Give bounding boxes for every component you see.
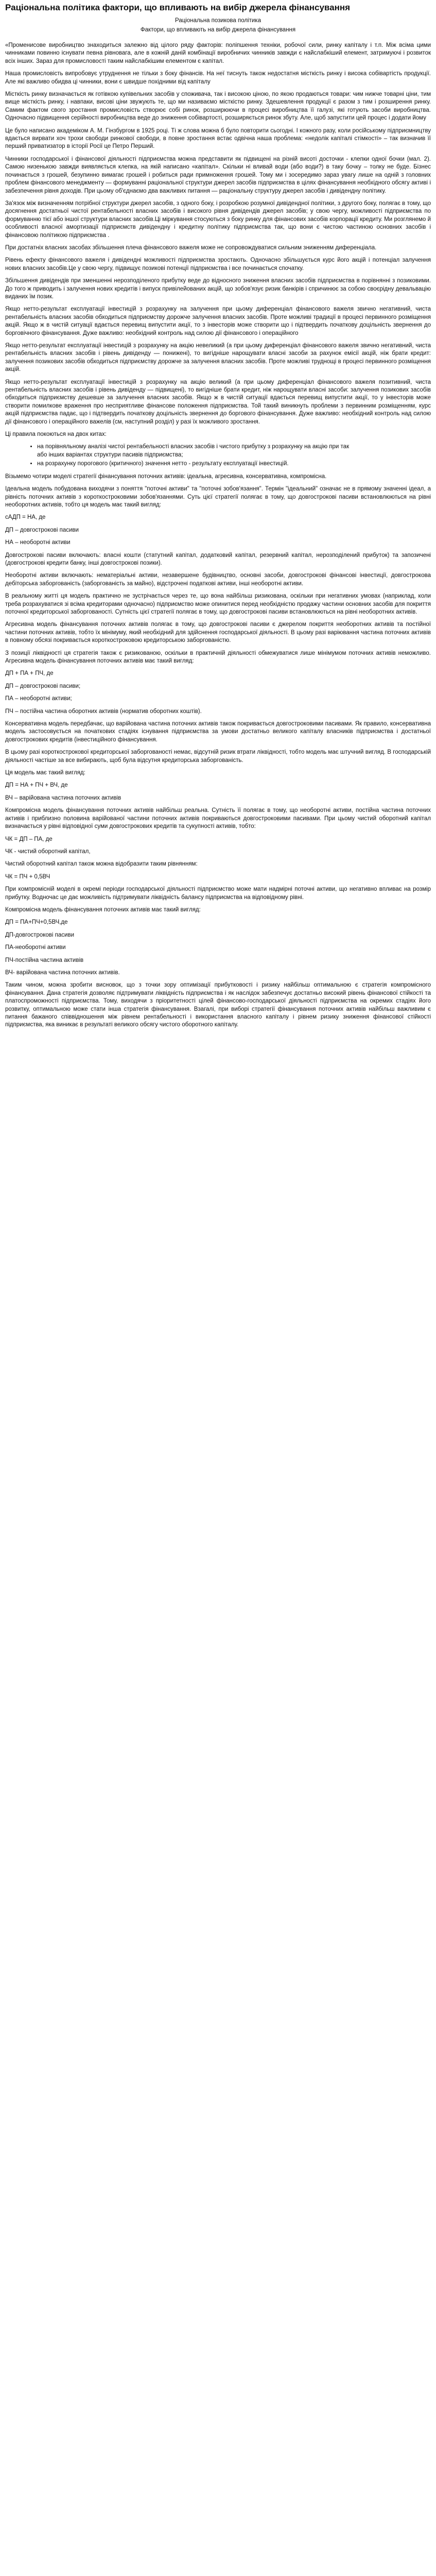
paragraph: Якщо нетто-результат експлуатації інвестицій з розрахунку на акцію великий (а при цьому диференціал фінансового важеля позитивний, чиста рентабельність власних засобів і рівень дивіденду — підвищені), то вигідніше брати кредит, ніж нарощувати власні засоби: залучення позикових засобів обходиться підприємству дешевше за залучення власних засобів. Якщо ж в чистій ситуації вдається перевищ випустити акції, то у інвесторів може створити помилкове враження про несприятливе фінансове положення підприємства. Той такий виникнуть проблеми з первинним розміщенням, курс акцій підприємства падає, що і підтвердить початкову доцільність звернення до боргового фінансування. Дуже важливо: необхідний контроль над силою дії фінансового і операційного важелів (см, наступний розділ) у разі їх можливого зростання.: [5, 379, 431, 425]
paragraph: Ця модель має такий вигляд:: [5, 770, 85, 776]
formula: ДП = ПА+ПЧ+0,5ВЧ,де: [5, 919, 68, 926]
paragraph: Таким чином, можна зробити висновок, що з точки зору оптимізації прибутковості і ризику найбільш оптимальною є стратегія компромісного фінансування. Дана стратегія дозволяє підтримувати ліквідність підприємства і як наслідок забезпечує достатньо високий рівень фінансової стійкості та платоспроможності підприємства. Тому, виходячи з пріоритетності цілей фінансово-господарської діяльності підприємства на окремих стадіях його розвитку, оптимальною може стати інша стратегія фінансування. Взагалі, при виборі стратегії фінансування поточних активів найбільш важливим є питання бажаного співвідношення між рівнем рентабельності і використання власного капіталу і рівнем ризику зниження фінансової стійкості підприємства, яка виникає в результаті великого обсягу чистого оборотного капіталу.: [5, 982, 431, 1028]
formula: ДП + ПА + ПЧ, де: [5, 670, 54, 677]
paragraph: В реальному житті ця модель практично не зустрічається через те, що вона найбільш ризикована, оскільки при негативних умовах (наприклад, коли треба розрахуватися зі всіма кредиторами одночасно) підприємство може опинитися перед необхідністю продажу частини основних засобів для покриття поточної кредиторської заборгованості. Сутність цієї стратегії полягає в тому, що довгострокові пасиви встановлюються на рівні необоротних активів.: [5, 593, 431, 615]
paragraph: Збільшення дивідендів при зменшенні нерозподіленого прибутку веде до відносного зниження власних засобів підприємства в порівнянні з позиковими. До того ж приводить і залучення нових кредитів і випуск привілейованих акцій, що зобов'язує ризик банкірів і спричинює за собою своєрідну девальвацію виданих їм позик.: [5, 278, 431, 300]
formula-legend: ПЧ-постійна частина активів: [5, 957, 84, 963]
body-text: [5, 42, 431, 1029]
list-item: • на порівняльному аналізі чистої рентабельності власних засобів і чистого прибутку з розрахунку на акцію при так або інших варіантах структури пасивів підприємства;: [37, 443, 431, 459]
paragraph: За'язок між визначенням потрібної структури джерел засобів, з одного боку, і розробкою розумної дивідендної політики, з другого боку, полягає в тому, що досягнення достатньої чистої рентабельності власних засобів і високого рівня дивідендів джерел засобів; у свою чергу, можливості підприємства по формуванню тієї або іншої структури власних засобів.Ці міркування стосуються з боку ринку для фінансових засобів корпорації кредиту. Ми розглянемо й особливості власної амортизації підприємств дивідендну і кредитну політику підприємства так, що вони є чистою частиною основних засобів і фінансовою політикою підприємства .: [5, 200, 431, 239]
formula-legend: ДП-довгострокові пасиви: [5, 931, 74, 938]
formula-legend: ВЧ – варійована частина поточних активів: [5, 794, 121, 801]
document-page: [0, 0, 436, 1029]
paragraph: Ці правила покоються на двох китах:: [5, 431, 107, 438]
paragraph: При достатніх власних засобах збільшення плеча фінансового важеля може не сопровождуватися сильним зниженням диференціала.: [5, 244, 377, 251]
paragraph: Якщо нетто-результат експлуатації інвестицій з розрахунку на акцію невеликий (а при цьому диференціал фінансового важеля звично негативний, чиста рентабельність власних засобів і рівень дивіденду — понижені), то вигідніше нарощувати власні засоби за рахунок емісії акцій, ніж брати кредит: залучення позикових засобів обходиться підприємству дорожче за залучення власних засобів. Проте можливі труднощі в процесі первинного розміщення акцій.: [5, 343, 431, 373]
paragraph: В цьому разі короткострокової кредиторської заборгованості немає, відсутній ризик втрати ліквідності, тобто модель має штучний вигляд. В господарській діяльності частіше за все вибирають, щоб була відсутня кредиторська заборгованість.: [5, 749, 431, 764]
spacer: [5, 35, 431, 42]
section-subheading: Фактори, що впливають на вибір джерела фінансування: [140, 27, 296, 33]
paragraph: Довгострокові пасиви включають: власні кошти (статутний капітал, додатковий капітал, резервний капітал, нерозподілений прибуток) та запозичені (довгострокові кредити банку, інші довгострокові позики).: [5, 552, 431, 566]
paragraph: «Променисове виробництво знаходиться залежно від цілого ряду факторів: поліпшення техніки, робочої сили, ринку капіталу і т.п. Між всіма цими чинниками повинно існувати певна рівновага, але в кожній даній комбінації виробничих чинників завжди є найслабкіший елемент, затримуючі і розвиток всіх інших. Зараз для промисловості таким найслабкішим елементом є капітал.: [5, 42, 431, 64]
paragraph: Місткість ринку визначається як готівкою купівельних засобів у споживача, так і високою ціною, по якою продаються товари: чим нижче товарні ціни, тим вище місткість ринку, і навпаки, висові ціни звужують те, що ми називаємо місткістю ринку. Здешевлення продукції є разом з тим і розширення ринку. Самим фактом свого зростання промисловість створює собі ринок, розширюючи в процесі виробництва її галузі, які готують засоби виробництва. Одночасно підвищення серійності виробництва веде до зниження собівартості, розширяється ринок збуту. Але, щоб запустити цей процес і додати йому: [5, 91, 431, 122]
formula-legend: ПА-необоротні активи: [5, 944, 66, 951]
formula-legend: ДП – довгострокові пасиви: [5, 527, 79, 533]
formula-legend: ДП – довгострокові пасиви;: [5, 683, 81, 689]
paragraph: Консервативна модель передбачає, що варійована частина поточних активів також покривається довгостроковими пасивами. Як правило, консервативна модель застосовується на початкових стадіях існування підприємства за умови достатньо великого капіталу власників підприємства і достатньої довгострокових кредитів (інвестиційного фінансування.: [5, 721, 431, 743]
paragraph: Агресивна модель фінансування поточних активів полягає в тому, що довгострокові пасиви є джерелом покриття необоротних активів та постійної частини поточних активів, тобто їх мінімуму, який необхідний для здійснення господарської діяльності. В цьому разі варіювання частина поточних активів в повному обсязі покривається короткостроковою кредиторською заборгованістю.: [5, 621, 431, 644]
formula-legend: НА – необоротні активи: [5, 539, 71, 546]
formula: ЧК = ПЧ + 0,5ВЧ: [5, 873, 50, 880]
paragraph: Це було написано академіком А. М. Гінзбургом в 1925 році. Ті ж слова можна б було повторити сьогодні. І кожного разу, коли російському підприємництву вдається вирвати хоч трохи свободи ринкової свободи, в повне зростання встає одвічна наша проблема: «недолік капіталі стімкості» – так визначив її перший приватизатор в історії Росії це Петро Перший.: [5, 127, 431, 150]
paragraph: Чистий оборотний капітал також можна відобразити таким рівнянням:: [5, 861, 198, 868]
formula-legend: ПА – необоротні активи;: [5, 696, 72, 702]
paragraph: Ідеальна модель побудована виходячи з поняття "поточні активи" та "поточні зобов'язання". Термін "ідеальний" означає не в прямому значенні ідеал, а рівність поточних активів з короткостроковими зобов'язаннями. Суть цієї стратегії полягає в тому, що довгострокові пасиви встановлюються на рівні необоротних активів, тобто ця модель має такий вигляд:: [5, 486, 431, 508]
paragraph: Якщо нетто-результат експлуатації інвестицій з розрахунку на залучення при цьому диференціал фінансового важеля звично негативний, чиста рентабельність власних засобів обходиться підприємству дорожче залучення власних засобів. Проте можливі традиції в процесі первинного розміщення акцій. Якщо ж в чистій ситуації вдається перевищ випустити акції, то з інвесторів може створити що і підтвердить початкову доцільність звернення до борговічного фінансування. Дуже важливо: необхідний контроль над силою дії фінансового і операційного: [5, 306, 431, 336]
paragraph: При компромісній моделі в окремі періоди господарської діяльності підприємство може мати надмірні поточні активи, що негативно впливає на розмір прибутку. Водночас це дає можливість підтримувати ліквідність балансу підприємства на відповідному рівні.: [5, 886, 431, 901]
page-title: Раціональна політика фактори, що впливають на вибір джерела фінансування: [5, 3, 351, 12]
formula: ЧК = ДП – ПА, де: [5, 836, 53, 842]
paragraph: Компромісна модель фінансування поточних активів має такий вигляд:: [5, 906, 201, 913]
formula-legend: ЧК - чистий оборотний капітал,: [5, 848, 91, 855]
paragraph: Компромісна модель фінансування поточних активів найбільш реальна. Сутність її полягає в тому, що необоротні активи, постійна частина поточних активів і приблизно половина варійованої частини поточних активів покриваються довгостроковими пасивами. При цьому чистий оборотний капітал визначається у рівні відповідної суми довгострокових кредитів та сукупності активів, тобто:: [5, 807, 431, 830]
paragraph: Наша промисловість випробовує утруднення не тільки з боку фінансів. На неї тиснуть також недостатня місткість ринку і висока собівартість продукції. Але які важливо обидва ці чинники, вони є швидше похідними від капіталу: [5, 71, 431, 85]
bullet-list: [5, 443, 431, 468]
formula-legend: ВЧ- варійована частина поточних активів.: [5, 969, 120, 976]
formula: ДП = НА + ПЧ + ВЧ, де: [5, 782, 68, 789]
formula-legend: ПЧ – постійна частина оборотних активів (норматив оборотних коштів).: [5, 708, 202, 715]
list-item: • на розрахунку порогового (критичного) значення нетто - результату експлуатації інвестицій.: [37, 460, 431, 468]
formula: сАДП = НА, де: [5, 514, 46, 521]
paragraph: Чинники господарської і фінансової діяльності підприємства можна представити як підвищені на різній висоті досточки - клепки одної бочки (мал. 2). Самою низенькою завжди виявляється клепка, на якій написано «капітал». Скільки ні вливай води (або води?) в таку бочку – толку не буде. Бізнес починається з грошей, безупинно вимагає грошей і робиться ради примноження грошей. Тому ми і зосередимо зараз увагу лише на одній з головних проблем фінансового менеджменту — формуванні раціональної структури джерел засобів підприємства в цілях фінансування необхідного обсягу активі і забезпечення рівня доходів. При цьому об'єднаємо два важливих питання — раціональну структуру джерел засобів і дивідендну політику.: [5, 156, 431, 194]
section-heading: Раціональна позикова політика: [175, 18, 261, 24]
paragraph: Рівень ефекту фінансового важеля і дивідендні можливості підприємства зростають. Одночасно збільшується курс його акцій і потенціал залучення нових власних засобів.Це у свою чергу, підвищує позикові потенції підприємства і все починається спочатку.: [5, 257, 431, 272]
paragraph: З позиції ліквідності ця стратегія також є ризикованою, оскільки в практичній діяльності обмежуватися лише мінімумом поточних активів неможливо. Агресивна модель фінансування поточних активів має такий вигляд:: [5, 650, 431, 664]
paragraph: Візьмемо чотири моделі стратегії фінансування поточних активів: ідеальна, агресивна, консервативна, компромісна.: [5, 473, 327, 480]
paragraph: Необоротні активи включають: нематеріальні активи, незавершене будівництво, основні засоби, довгострокові фінансові інвестиції, довгострокова дебіторська заборгованість (заборгованість за майно), відстрочені податкові активи, інші необоротні активи.: [5, 572, 431, 587]
